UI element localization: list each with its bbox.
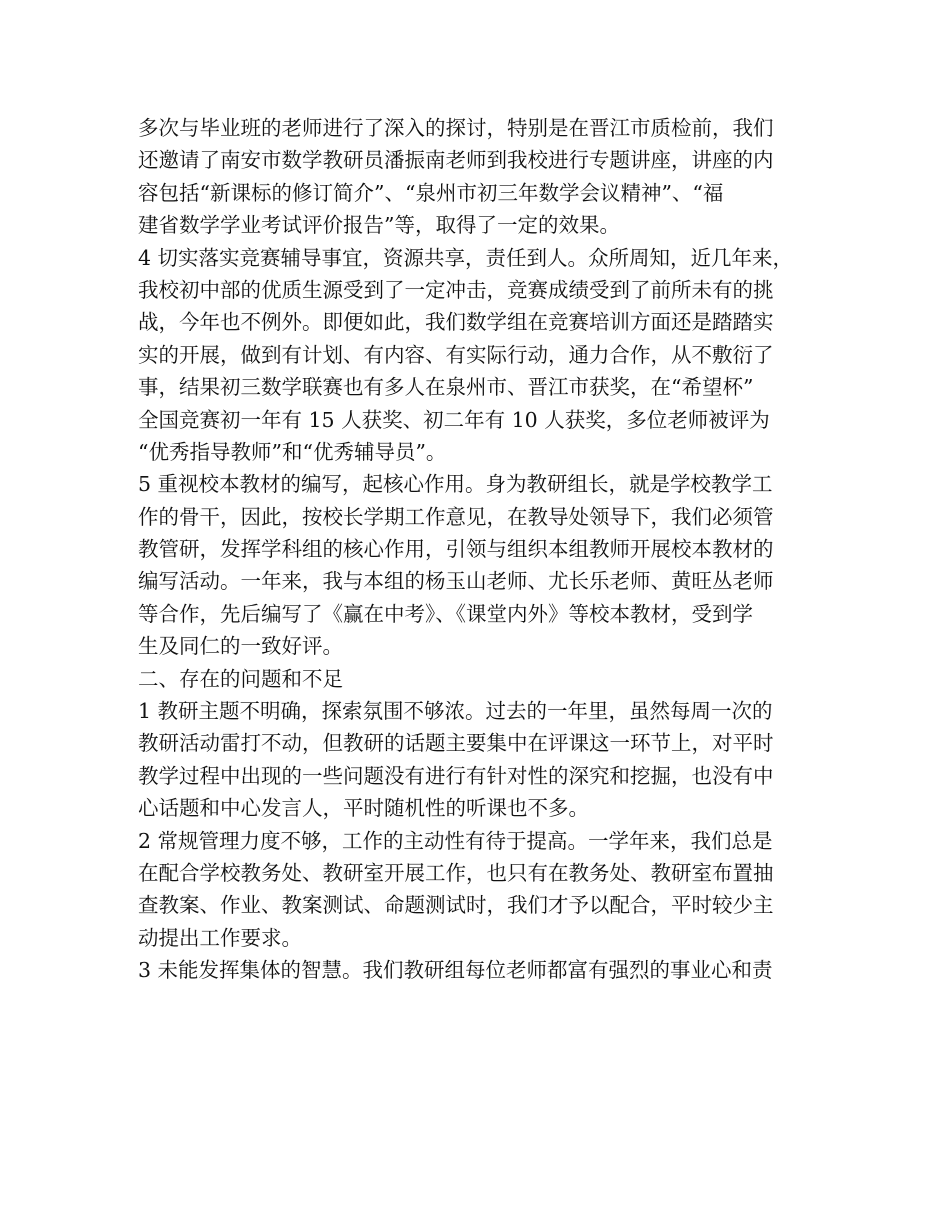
text-line: 生及同仁的一致好评。 <box>138 634 343 659</box>
text-line: 全国竞赛初一年有 15 人获奖、初二年有 10 人获奖，多位老师被评为 <box>138 407 770 432</box>
text-line: 二、存在的问题和不足 <box>138 666 343 691</box>
text-line: 实的开展，做到有计划、有内容、有实际行动，通力合作，从不敷衍了 <box>138 342 774 367</box>
text-line: 查教案、作业、教案测试、命题测试时，我们才予以配合，平时较少主 <box>138 893 774 918</box>
text-line: 容包括“新课标的修订简介”、“泉州市初三年数学会议精神”、“福 <box>138 180 724 205</box>
text-line: 等合作，先后编写了《赢在中考》、《课堂内外》等校本教材，受到学 <box>138 601 753 626</box>
text-line: 5 重视校本教材的编写，起核心作用。身为教研组长，就是学校教学工 <box>138 472 773 497</box>
text-line: 教学过程中出现的一些问题没有进行有针对性的深究和挖掘，也没有中 <box>138 763 774 788</box>
text-line: 建省数学学业考试评价报告”等，取得了一定的效果。 <box>138 213 620 238</box>
text-line: 教管研，发挥学科组的核心作用，引领与组织本组教师开展校本教材的 <box>138 537 774 562</box>
text-line: 作的骨干，因此，按校长学期工作意见，在教导处领导下，我们必须管 <box>138 504 774 529</box>
text-line: 我校初中部的优质生源受到了一定冲击，竞赛成绩受到了前所未有的挑 <box>138 277 774 302</box>
text-line: 事，结果初三数学联赛也有多人在泉州市、晋江市获奖，在“希望杯” <box>138 375 754 400</box>
text-line: 教研活动雷打不动，但教研的话题主要集中在评课这一环节上，对平时 <box>138 731 774 756</box>
text-line: 战，今年也不例外。即便如此，我们数学组在竞赛培训方面还是踏踏实 <box>138 310 774 335</box>
text-line: “优秀指导教师”和“优秀辅导员”。 <box>138 439 447 464</box>
text-line: 动提出工作要求。 <box>138 925 302 950</box>
text-line: 4 切实落实竞赛辅导事宜，资源共享，责任到人。众所周知，近几年来， <box>138 245 794 270</box>
document-body <box>138 112 808 987</box>
text-line: 多次与毕业班的老师进行了深入的探讨，特别是在晋江市质检前，我们 <box>138 116 774 140</box>
text-line: 心话题和中心发言人，平时随机性的听课也不多。 <box>138 796 589 821</box>
text-line: 编写活动。一年来，我与本组的杨玉山老师、尤长乐老师、黄旺丛老师 <box>138 569 774 594</box>
text-line: 1 教研主题不明确，探索氛围不够浓。过去的一年里，虽然每周一次的 <box>138 699 773 724</box>
text-line: 2 常规管理力度不够，工作的主动性有待于提高。一学年来，我们总是 <box>138 828 773 853</box>
text-line: 在配合学校教务处、教研室开展工作，也只有在教务处、教研室布置抽 <box>138 860 774 885</box>
text-line: 还邀请了南安市数学教研员潘振南老师到我校进行专题讲座，讲座的内 <box>138 148 774 173</box>
text-line: 3 未能发挥集体的智慧。我们教研组每位老师都富有强烈的事业心和责 <box>138 958 773 983</box>
